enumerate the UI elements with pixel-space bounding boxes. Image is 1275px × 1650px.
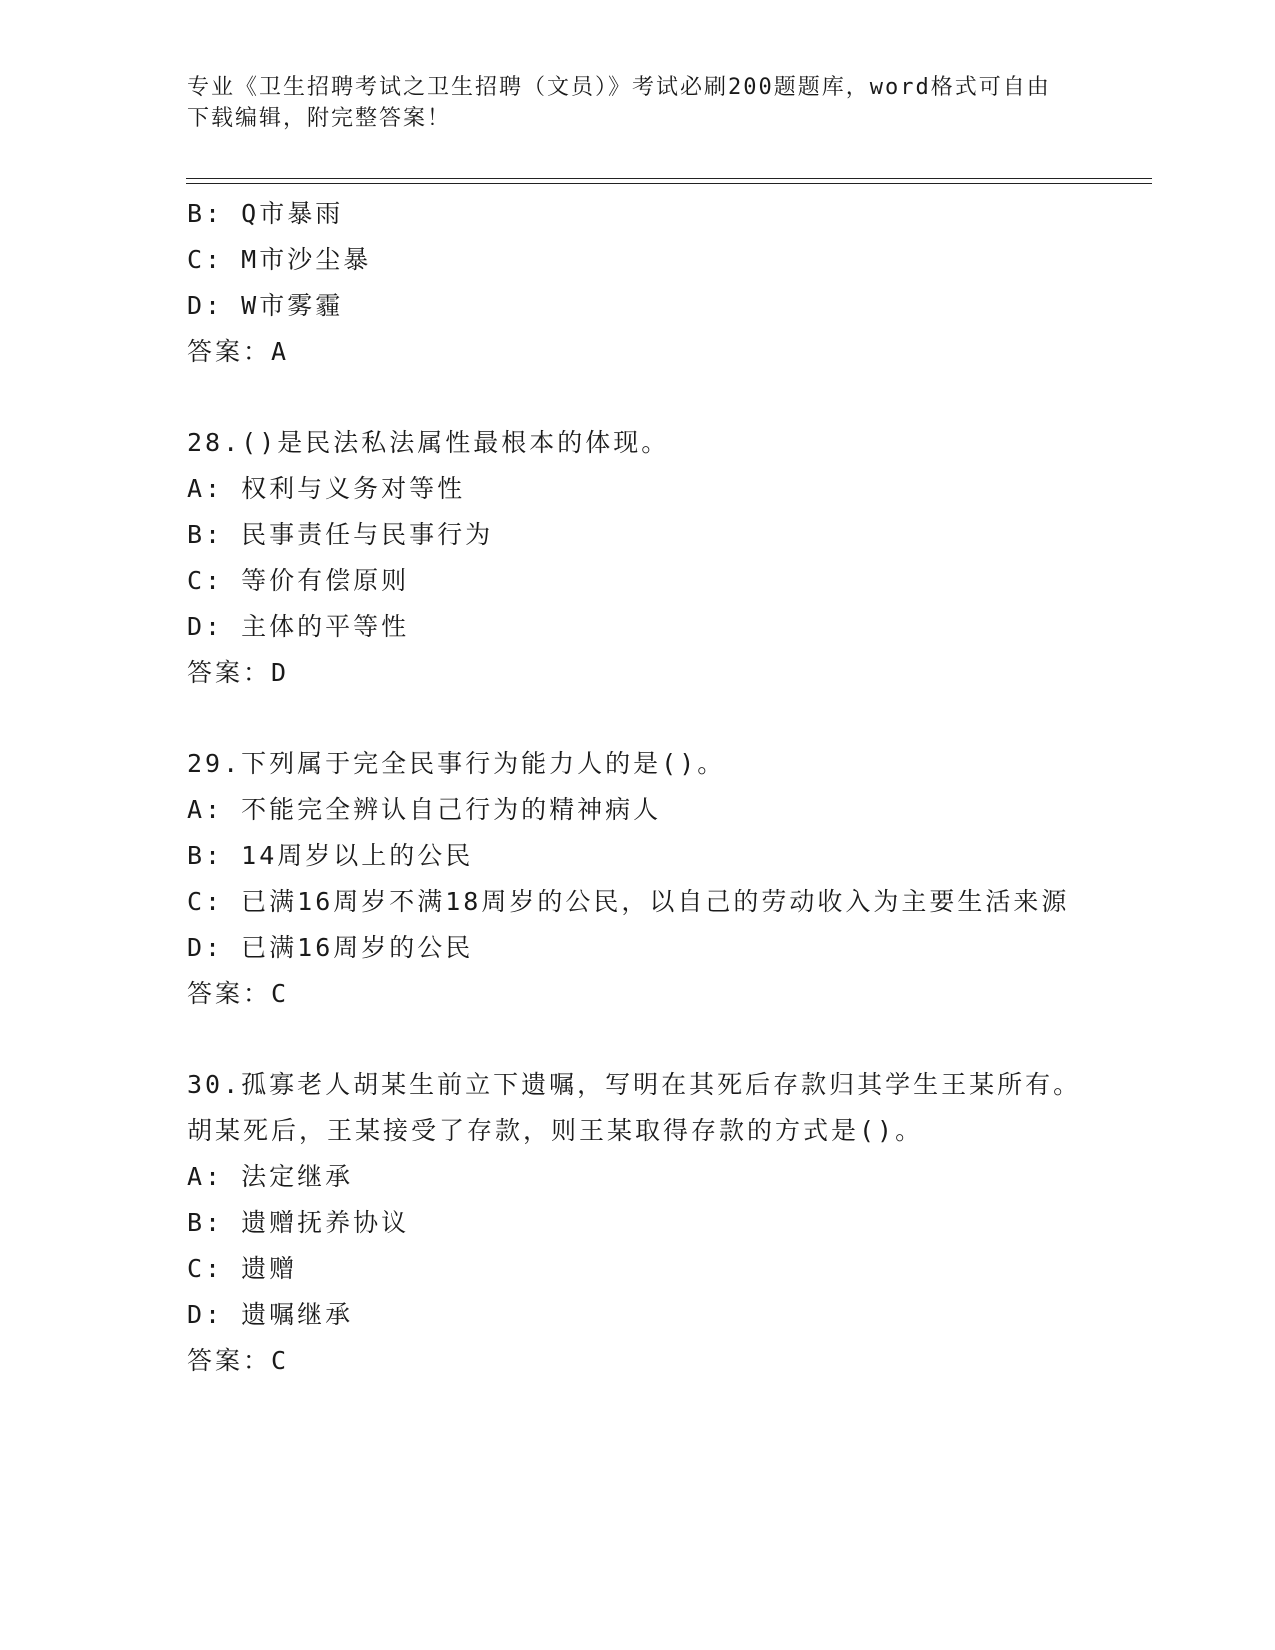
option-b: B: 14周岁以上的公民 bbox=[187, 841, 474, 870]
question-stem: 29.下列属于完全民事行为能力人的是()。 bbox=[187, 749, 726, 778]
option-d: D: W市雾霾 bbox=[187, 291, 344, 320]
option-d: D: 已满16周岁的公民 bbox=[187, 933, 474, 962]
option-a: A: 法定继承 bbox=[187, 1162, 354, 1191]
question-28 bbox=[187, 420, 1087, 696]
question-30 bbox=[187, 1062, 1087, 1384]
question-27-continued bbox=[187, 191, 1087, 375]
option-c: C: 已满16周岁不满18周岁的公民，以自己的劳动收入为主要生活来源 bbox=[187, 887, 1070, 916]
header-divider-top bbox=[186, 178, 1152, 179]
question-29 bbox=[187, 741, 1087, 1017]
option-c: C: 等价有偿原则 bbox=[187, 566, 410, 595]
question-stem: 30.孤寡老人胡某生前立下遗嘱，写明在其死后存款归其学生王某所有。胡某死后，王某接受了存款，则王某取得存款的方式是()。 bbox=[187, 1070, 1082, 1145]
option-b: B: 遗赠抚养协议 bbox=[187, 1208, 410, 1237]
answer-line: 答案：C bbox=[187, 979, 290, 1008]
answer-line: 答案：D bbox=[187, 658, 290, 687]
option-c: C: 遗赠 bbox=[187, 1254, 298, 1283]
option-b: B: Q市暴雨 bbox=[187, 199, 344, 228]
option-d: D: 主体的平等性 bbox=[187, 612, 410, 641]
answer-line: 答案：C bbox=[187, 1346, 290, 1375]
option-d: D: 遗嘱继承 bbox=[187, 1300, 354, 1329]
option-c: C: M市沙尘暴 bbox=[187, 245, 372, 274]
header-divider-bottom bbox=[186, 183, 1152, 184]
option-a: A: 权利与义务对等性 bbox=[187, 474, 466, 503]
answer-line: 答案：A bbox=[187, 337, 290, 366]
option-a: A: 不能完全辨认自己行为的精神病人 bbox=[187, 795, 662, 824]
question-list bbox=[187, 191, 1087, 1384]
question-stem: 28.()是民法私法属性最根本的体现。 bbox=[187, 428, 670, 457]
option-b: B: 民事责任与民事行为 bbox=[187, 520, 494, 549]
document-header: 专业《卫生招聘考试之卫生招聘（文员）》考试必刷200题题库，word格式可自由下载编辑，附完整答案！ bbox=[187, 75, 1051, 131]
